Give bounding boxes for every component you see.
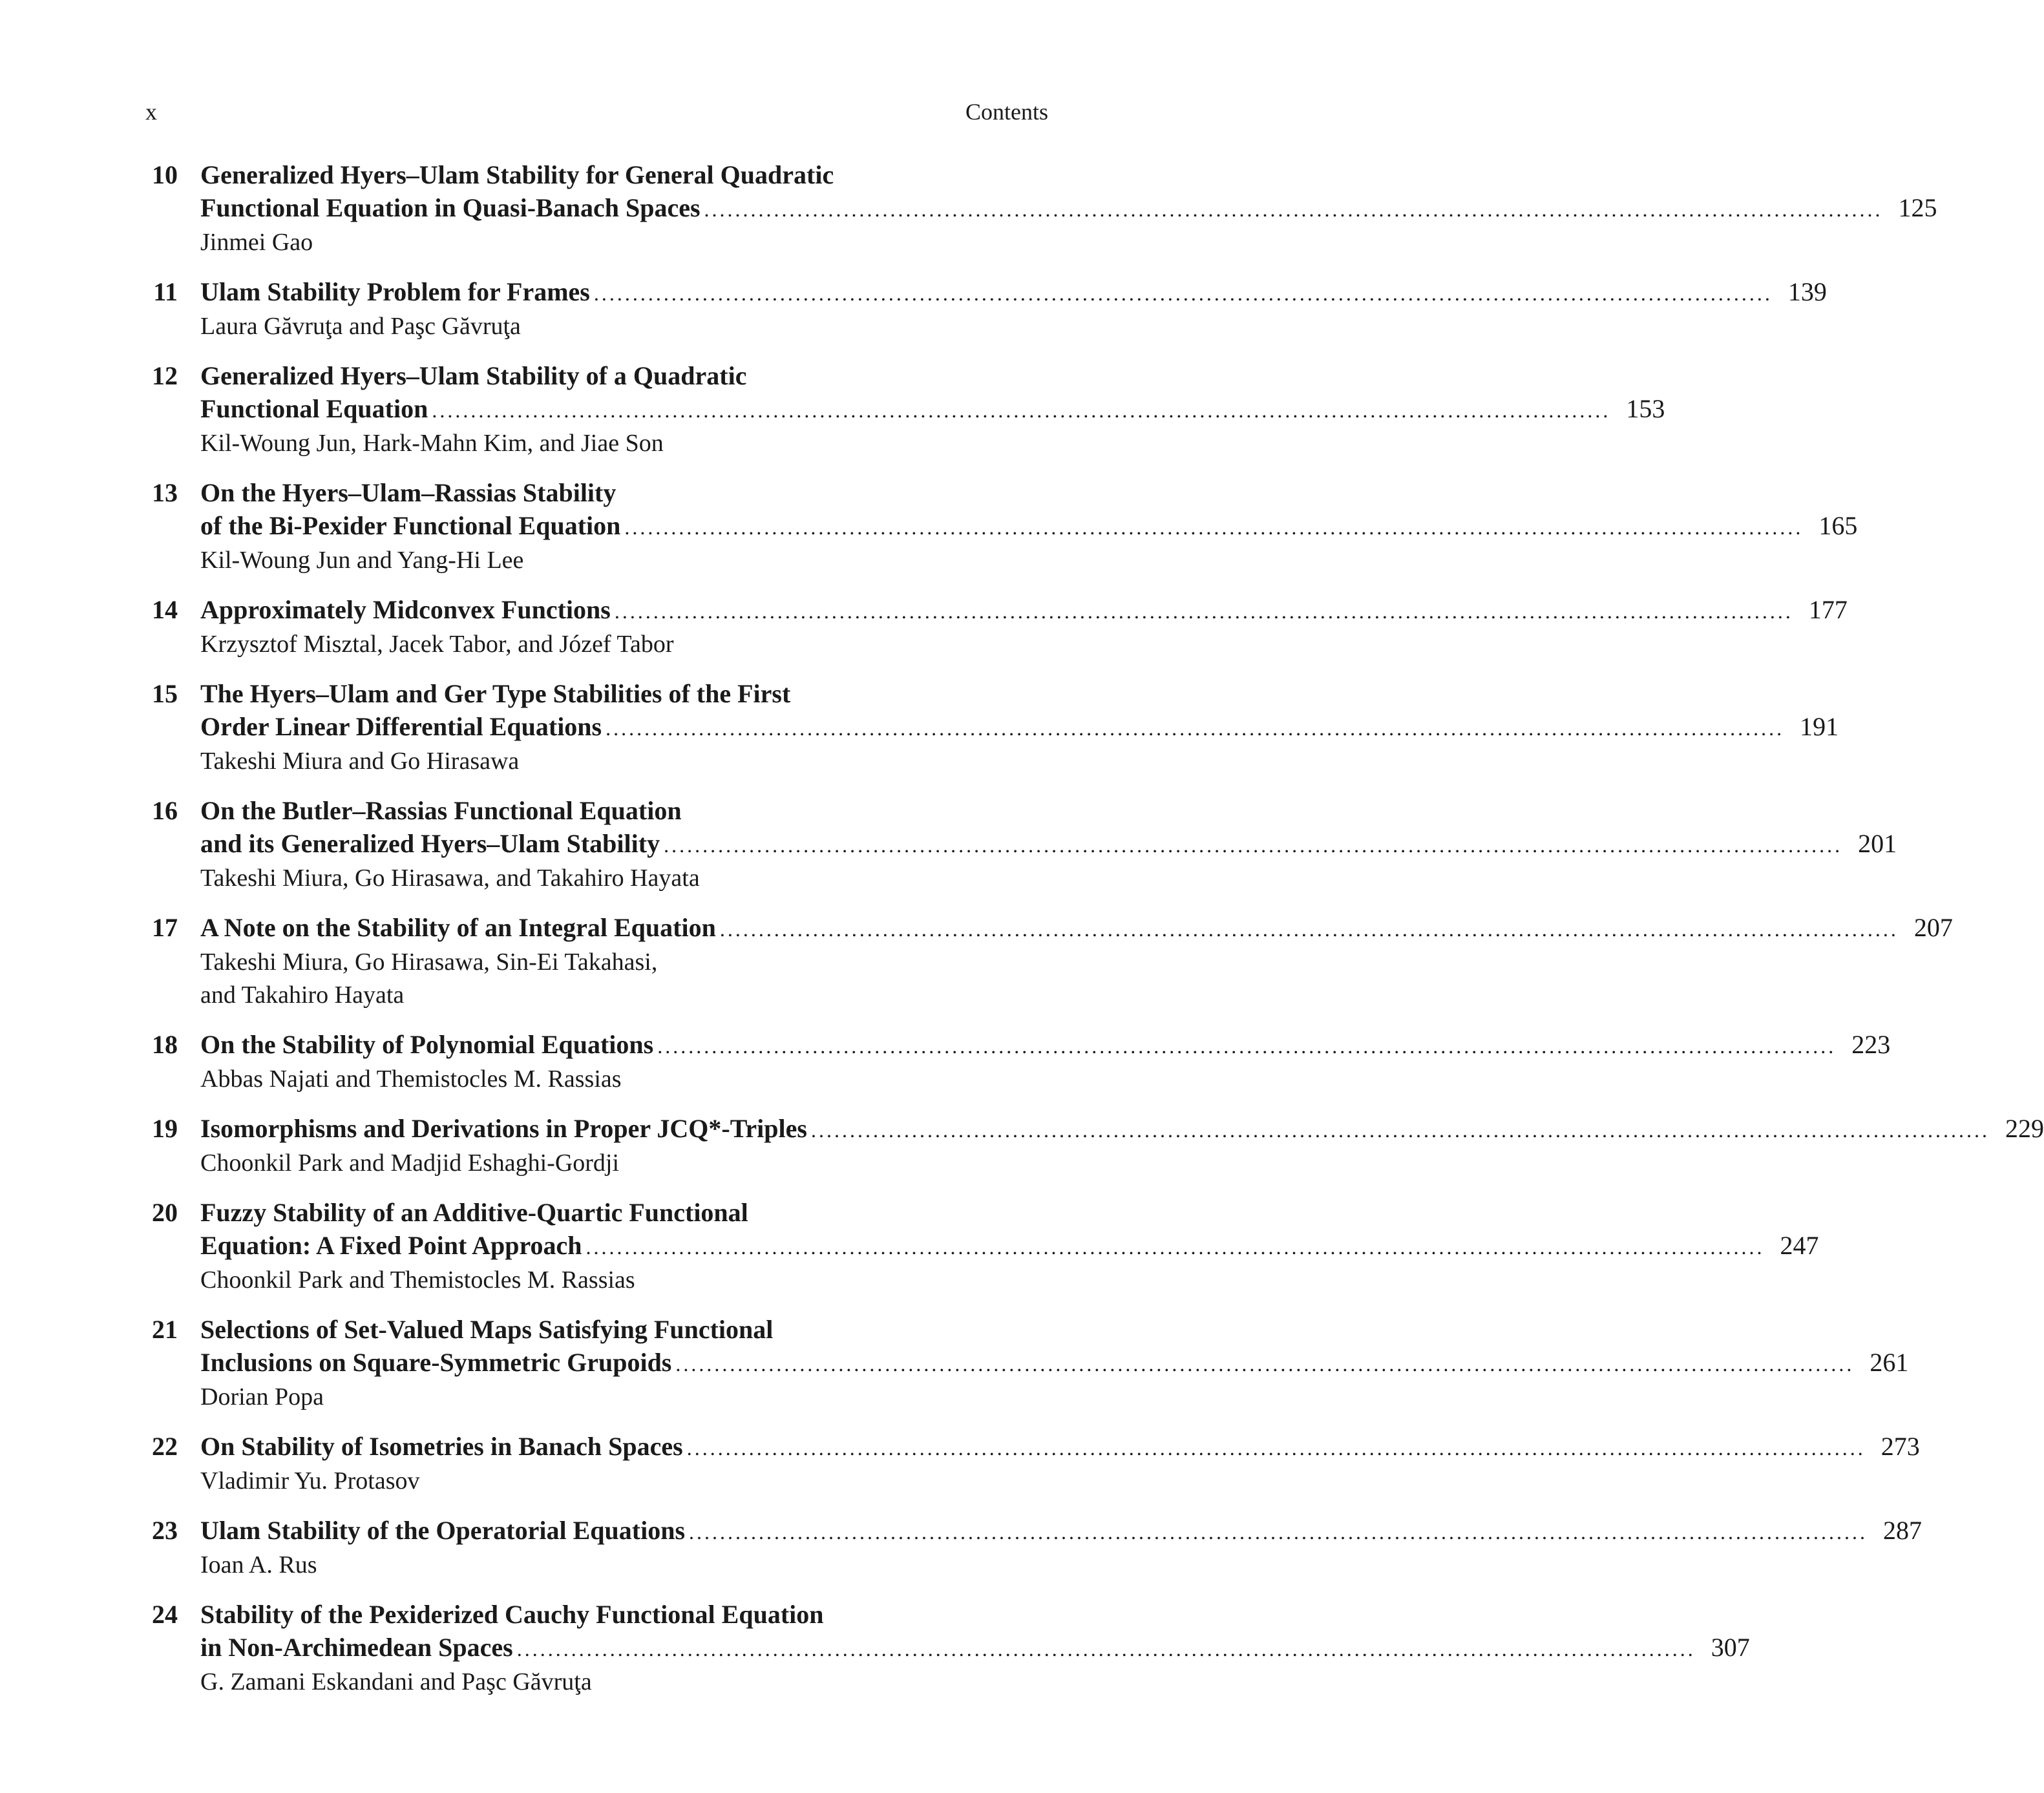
running-head	[145, 97, 1048, 127]
chapter-title-line: Fuzzy Stability of an Additive-Quartic Functional	[200, 1198, 748, 1227]
page-number: 165	[1818, 511, 1858, 540]
chapter-title-text: Isomorphisms and Derivations in Proper JCQ*-Triples	[200, 1114, 807, 1143]
toc-entry	[145, 158, 1937, 259]
entry-body	[200, 911, 1953, 1012]
page-number: 261	[1870, 1348, 1909, 1377]
dot-leader: ........................................................................................................................................................	[664, 834, 1843, 857]
dot-leader: ........................................................................................................................................................	[432, 399, 1611, 422]
chapter-title-line: Generalized Hyers–Ulam Stability for General Quadratic	[200, 160, 834, 189]
entry-body	[200, 1112, 2044, 1180]
entry-body	[200, 593, 1848, 661]
author-line: Kil-Woung Jun, Hark-Mahn Kim, and Jiae Son	[200, 430, 664, 457]
dot-leader: ........................................................................................................................................................	[624, 516, 1804, 539]
dot-leader: ........................................................................................................................................................	[689, 1520, 1868, 1544]
entry-body	[200, 476, 1858, 577]
chapter-title-text: On Stability of Isometries in Banach Spaces	[200, 1432, 683, 1461]
chapter-title-text: Functional Equation in Quasi-Banach Spaces	[200, 193, 701, 222]
author-line: Abbas Najati and Themistocles M. Rassias	[200, 1065, 622, 1093]
page-number: 177	[1808, 595, 1848, 624]
chapter-title-text: Equation: A Fixed Point Approach	[200, 1231, 582, 1260]
toc-entry	[145, 476, 1858, 577]
page-number: 229	[2005, 1114, 2044, 1143]
dot-leader: ........................................................................................................................................................	[675, 1352, 1855, 1376]
toc-entry	[145, 1430, 1920, 1498]
dot-leader: ........................................................................................................................................................	[719, 917, 1899, 941]
chapter-title-text: Functional Equation	[200, 394, 428, 423]
toc-entry	[145, 1028, 1891, 1096]
chapter-number: 24	[152, 1600, 178, 1629]
author-line: Ioan A. Rus	[200, 1551, 317, 1578]
author-line: Dorian Popa	[200, 1383, 324, 1410]
page-folio: x	[145, 99, 157, 125]
chapter-title-line	[200, 275, 1827, 310]
entry-body	[200, 1028, 1891, 1096]
entry-body	[200, 677, 1839, 778]
chapter-number: 14	[152, 595, 178, 624]
chapter-title-line: Stability of the Pexiderized Cauchy Functional Equation	[200, 1600, 824, 1629]
author-line: Takeshi Miura, Go Hirasawa, Sin-Ei Takahasi,	[200, 949, 658, 976]
toc-entry	[145, 593, 1848, 661]
chapter-number: 10	[152, 160, 178, 189]
chapter-title-text: in Non-Archimedean Spaces	[200, 1633, 513, 1662]
page-number: 125	[1898, 193, 1937, 222]
author-line: Choonkil Park and Themistocles M. Rassias	[200, 1266, 635, 1294]
chapter-title-text: and its Generalized Hyers–Ulam Stability	[200, 829, 660, 858]
toc-entry	[145, 1598, 1750, 1699]
author-line: and Takahiro Hayata	[200, 981, 405, 1009]
toc-entry	[145, 911, 1953, 1012]
chapter-title-text: A Note on the Stability of an Integral Equation	[200, 913, 716, 942]
page-number: 191	[1800, 712, 1839, 741]
toc-entry	[145, 359, 1665, 460]
chapter-title-line: The Hyers–Ulam and Ger Type Stabilities of the First	[200, 679, 791, 708]
chapter-title-line	[200, 509, 1858, 544]
author-line: G. Zamani Eskandani and Paşc Găvruţa	[200, 1668, 592, 1695]
chapter-title-line	[200, 191, 1937, 226]
chapter-title-text: On the Stability of Polynomial Equations	[200, 1030, 654, 1059]
chapter-number: 20	[152, 1198, 178, 1227]
chapter-number: 17	[152, 913, 178, 942]
page-number: 287	[1883, 1516, 1923, 1545]
chapter-title-text: of the Bi-Pexider Functional Equation	[200, 511, 621, 540]
author-line: Takeshi Miura, Go Hirasawa, and Takahiro Hayata	[200, 865, 700, 892]
chapter-number: 11	[153, 277, 178, 306]
chapter-title-line	[200, 593, 1848, 628]
toc-entry	[145, 677, 1839, 778]
entry-body	[200, 359, 1665, 460]
dot-leader: ........................................................................................................................................................	[606, 717, 1785, 740]
author-line: Choonkil Park and Madjid Eshaghi-Gordji	[200, 1149, 620, 1177]
table-of-contents	[145, 158, 2044, 1715]
dot-leader: ........................................................................................................................................................	[810, 1118, 1990, 1142]
entry-body	[200, 794, 1897, 895]
toc-entry	[145, 1112, 2044, 1180]
entry-body	[200, 1514, 1923, 1582]
dot-leader: ........................................................................................................................................................	[657, 1034, 1837, 1058]
entry-body	[200, 1313, 1909, 1414]
chapter-title-line	[200, 1346, 1909, 1381]
page-number: 201	[1858, 829, 1897, 858]
chapter-title-line: Generalized Hyers–Ulam Stability of a Quadratic	[200, 361, 747, 390]
chapter-title-line	[200, 1631, 1750, 1666]
page-number: 207	[1913, 913, 1953, 942]
author-line: Laura Găvruţa and Paşc Găvruţa	[200, 313, 521, 340]
chapter-number: 23	[152, 1516, 178, 1545]
dot-leader: ........................................................................................................................................................	[686, 1436, 1866, 1460]
chapter-number: 15	[152, 679, 178, 708]
entry-body	[200, 1196, 1819, 1297]
toc-entry	[145, 1313, 1909, 1414]
toc-entry	[145, 275, 1827, 343]
chapter-title-line	[200, 827, 1897, 862]
author-line: Kil-Woung Jun and Yang-Hi Lee	[200, 547, 524, 574]
page-number: 223	[1851, 1030, 1891, 1059]
chapter-title-line	[200, 392, 1665, 427]
entry-body	[200, 1430, 1920, 1498]
toc-entry	[145, 1196, 1819, 1297]
chapter-number: 21	[152, 1315, 178, 1344]
chapter-title-text: Ulam Stability of the Operatorial Equations	[200, 1516, 686, 1545]
author-line: Takeshi Miura and Go Hirasawa	[200, 748, 520, 775]
chapter-title-line	[200, 1430, 1920, 1465]
author-line: Vladimir Yu. Protasov	[200, 1467, 420, 1494]
dot-leader: ........................................................................................................................................................	[593, 282, 1773, 305]
page-number: 307	[1711, 1633, 1750, 1662]
author-line: Jinmei Gao	[200, 229, 313, 256]
chapter-title-line: On the Hyers–Ulam–Rassias Stability	[200, 478, 616, 507]
chapter-title-text: Approximately Midconvex Functions	[200, 595, 611, 624]
toc-entry	[145, 1514, 1923, 1582]
chapter-title-line	[200, 1028, 1891, 1063]
toc-entry	[145, 794, 1897, 895]
chapter-title-line	[200, 1514, 1923, 1549]
chapter-title-line: Selections of Set-Valued Maps Satisfying Functional	[200, 1315, 774, 1344]
entry-body	[200, 158, 1937, 259]
dot-leader: ........................................................................................................................................................	[614, 600, 1793, 623]
page-number: 153	[1626, 394, 1665, 423]
dot-leader: ........................................................................................................................................................	[704, 198, 1883, 221]
chapter-title-line	[200, 1112, 2044, 1147]
chapter-number: 22	[152, 1432, 178, 1461]
dot-leader: ........................................................................................................................................................	[516, 1637, 1696, 1661]
chapter-number: 16	[152, 796, 178, 825]
page-number: 273	[1881, 1432, 1920, 1461]
chapter-title-line	[200, 1229, 1819, 1264]
entry-body	[200, 275, 1827, 343]
dot-leader: ........................................................................................................................................................	[585, 1235, 1765, 1259]
chapter-number: 18	[152, 1030, 178, 1059]
entry-body	[200, 1598, 1750, 1699]
chapter-title-line: On the Butler–Rassias Functional Equation	[200, 796, 682, 825]
page-number: 139	[1787, 277, 1827, 306]
page-number: 247	[1780, 1231, 1819, 1260]
author-line: Krzysztof Misztal, Jacek Tabor, and Józef Tabor	[200, 631, 674, 658]
chapter-title-text: Inclusions on Square-Symmetric Grupoids	[200, 1348, 672, 1377]
chapter-title-text: Ulam Stability Problem for Frames	[200, 277, 590, 306]
section-title: Contents	[965, 99, 1048, 125]
chapter-title-text: Order Linear Differential Equations	[200, 712, 602, 741]
chapter-number: 19	[152, 1114, 178, 1143]
chapter-number: 13	[152, 478, 178, 507]
chapter-title-line	[200, 710, 1839, 745]
chapter-number: 12	[152, 361, 178, 390]
chapter-title-line	[200, 911, 1953, 946]
